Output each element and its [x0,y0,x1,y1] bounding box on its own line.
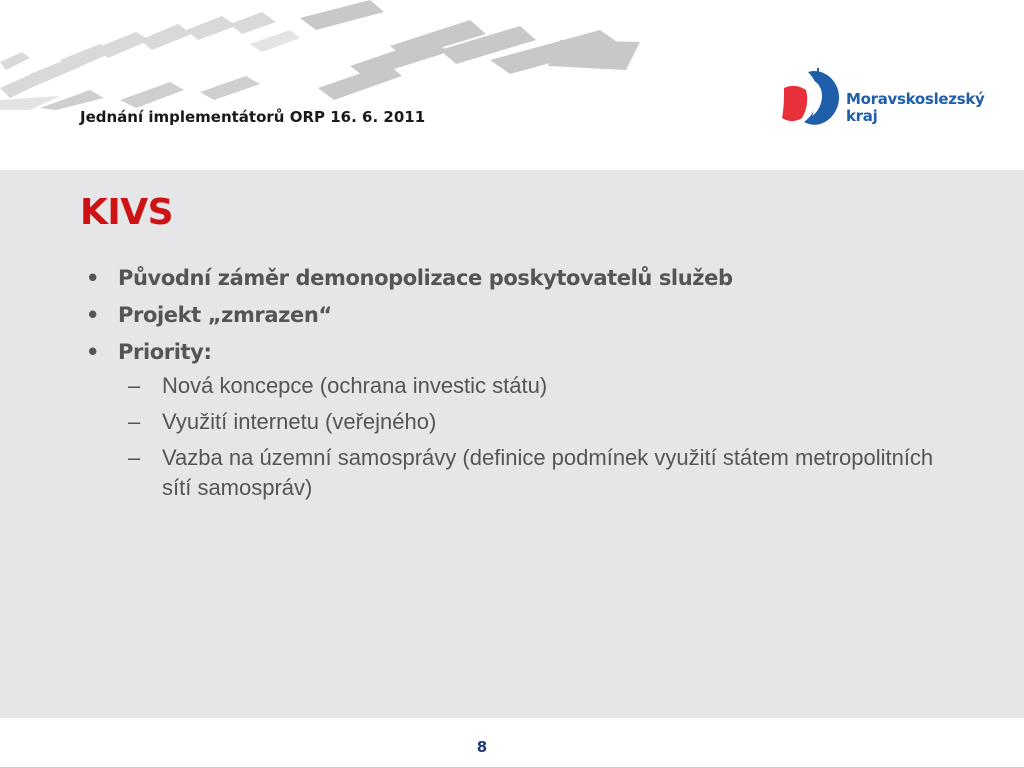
bullet-item [80,297,940,334]
meeting-title: Jednání implementátorů ORP 16. 6. 2011 [80,108,426,126]
bullet-item [80,260,940,297]
sub-bullet-marker: – [128,373,141,398]
page-number: 8 [476,738,488,756]
bullet-list [80,260,940,509]
slide-footer [0,718,1024,768]
sub-bullet-text: Využití internetu (veřejného) [162,409,437,434]
sub-bullet-item [80,443,940,503]
sub-bullet-text: Vazba na územní samosprávy (definice podmínek využití státem metropolitních sítí samospráv) [162,445,934,500]
sub-bullet-marker: – [128,445,141,470]
sub-bullet-marker: – [128,409,141,434]
bullet-marker: • [86,303,100,327]
bullet-text: Původní záměr demonopolizace poskytovatelů služeb [118,266,733,290]
bullet-text: Priority: [118,340,212,364]
bullet-item [80,334,940,371]
logo-text-line1: Moravskoslezský [846,90,985,108]
bullet-text: Projekt „zmrazen“ [118,303,332,327]
region-emblem-icon [778,64,844,130]
slide-content [0,170,1024,718]
sub-bullet-item [80,407,940,437]
sub-bullet-text: Nová koncepce (ochrana investic státu) [162,373,548,398]
bullet-marker: • [86,340,100,364]
slide-header [0,0,1024,170]
moravskoslezsky-kraj-logo [778,64,985,130]
logo-text [846,91,985,125]
sub-bullet-item [80,371,940,401]
bullet-marker: • [86,266,100,290]
header-stripe-decoration [0,0,660,110]
logo-text-line2: kraj [846,107,878,125]
slide-title: KIVS [80,192,174,233]
